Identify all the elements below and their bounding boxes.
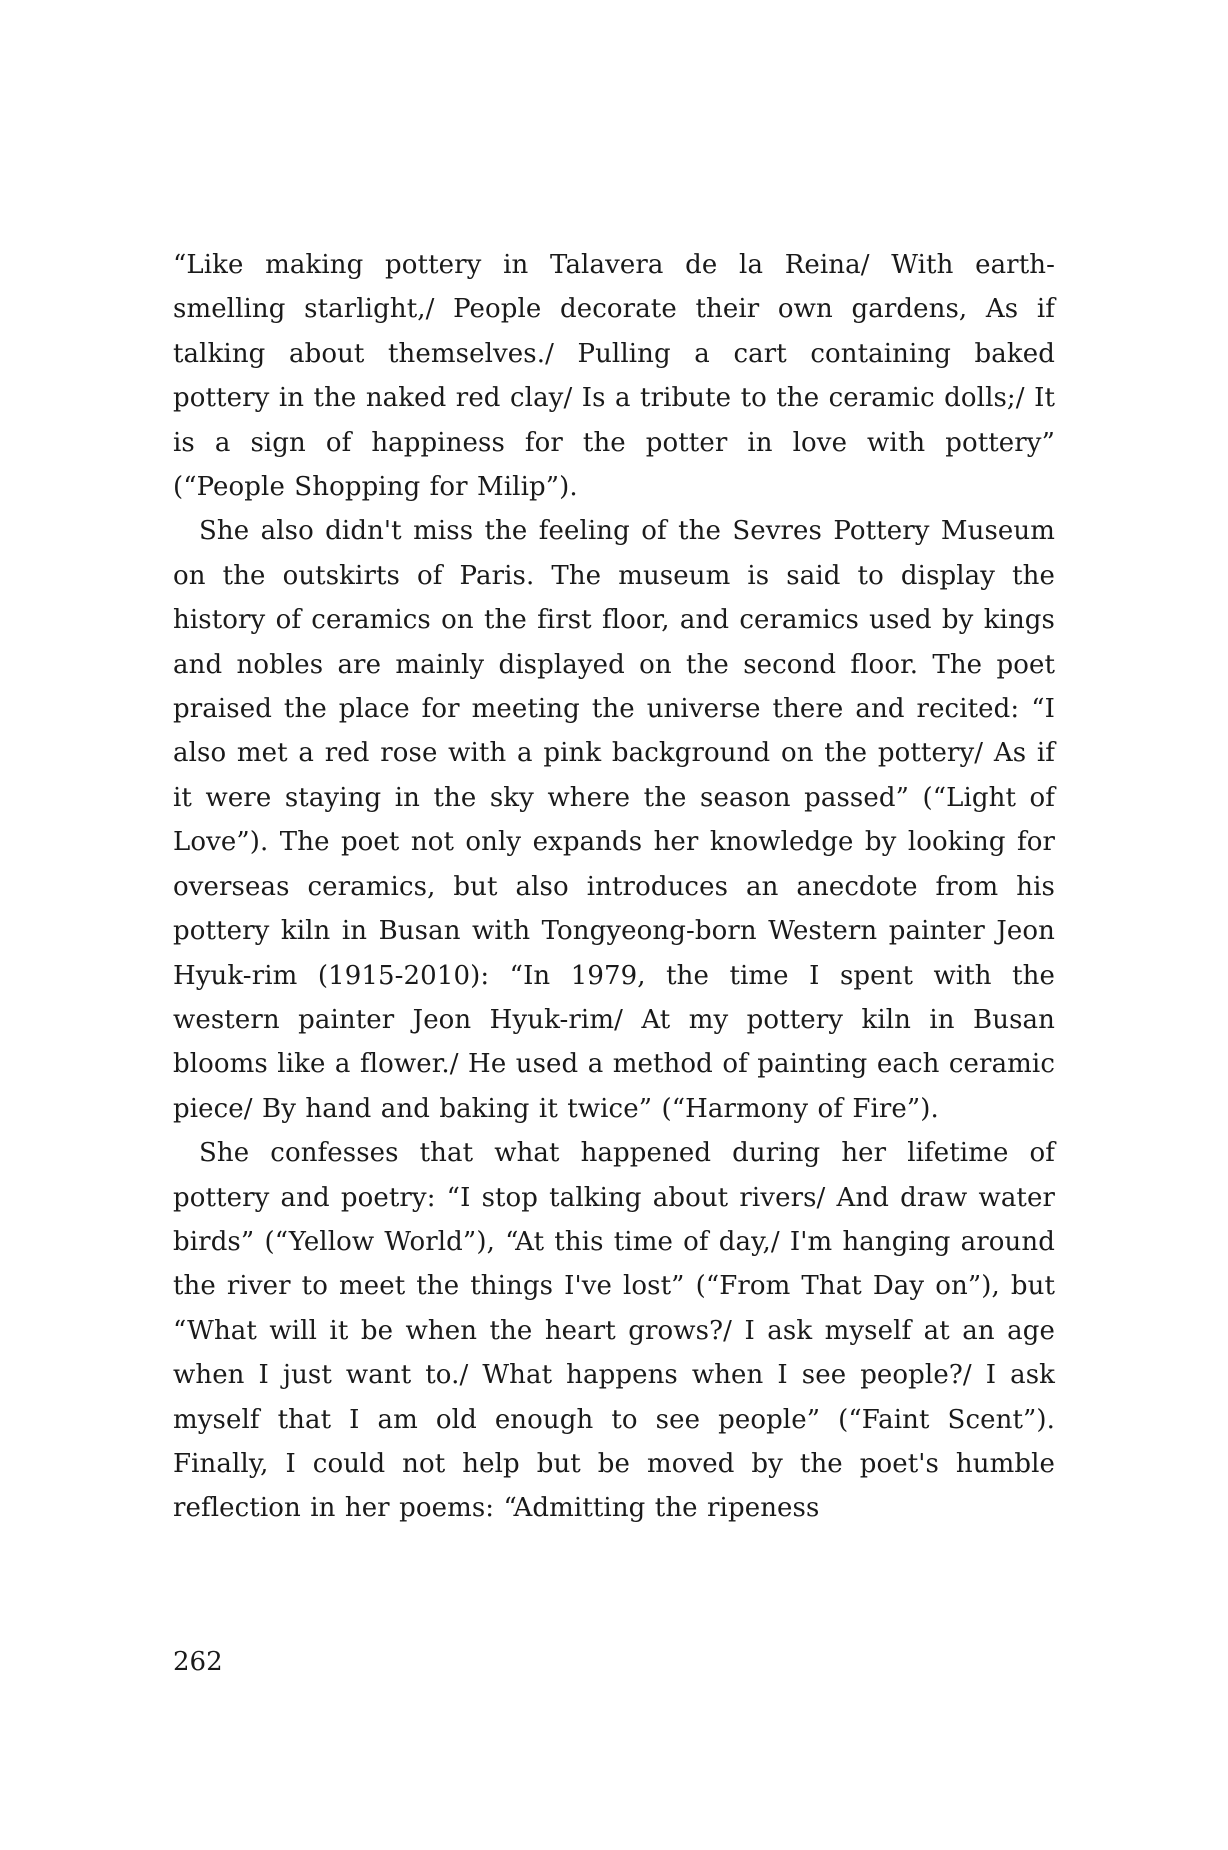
page-number: 262 [173,1647,223,1677]
paragraph-sevres-museum: She also didn't miss the feeling of the Sevres Pottery Museum on the outskirts of Paris. The museum is said to display the history of ceramics on the first floor, and ceramics used by kings and nobles are mainly displayed on the second floor. The poet praised the place for meeting the universe there and recited: “I also met a red rose with a pink background on the pottery/ As if it were staying in the sky where the season passed” (“Light of Love”). The poet not only expands her knowledge by looking for overseas ceramics, but also introduces an anecdote from his pottery kiln in Busan with Tongyeong-born Western painter Jeon Hyuk-rim (1915-2010): “In 1979, the time I spent with the western painter Jeon Hyuk-rim/ At my pottery kiln in Busan blooms like a flower./ He used a method of painting each ceramic piece/ By hand and baking it twice” (“Harmony of Fire”). [173,516,1055,1124]
body-text [173,243,1055,1531]
paragraph-confession: She confesses that what happened during her lifetime of pottery and poetry: “I stop talking about rivers/ And draw water birds” (“Yellow World”), “At this time of day,/ I'm hanging around the river to meet the things I've lost” (“From That Day on”), but “What will it be when the heart grows?/ I ask myself at an age when I just want to./ What happens when I see people?/ I ask myself that I am old enough to see people” (“Faint Scent”). Finally, I could not help but be moved by the poet's humble reflection in her poems: “Admitting the ripeness [173,1138,1055,1524]
paragraph-poem-quote: “Like making pottery in Talavera de la Reina/ With earth-smelling starlight,/ People decorate their own gardens, As if talking about themselves./ Pulling a cart containing baked pottery in the naked red clay/ Is a tribute to the ceramic dolls;/ It is a sign of happiness for the potter in love with pottery” (“People Shopping for Milip”). [173,250,1055,503]
